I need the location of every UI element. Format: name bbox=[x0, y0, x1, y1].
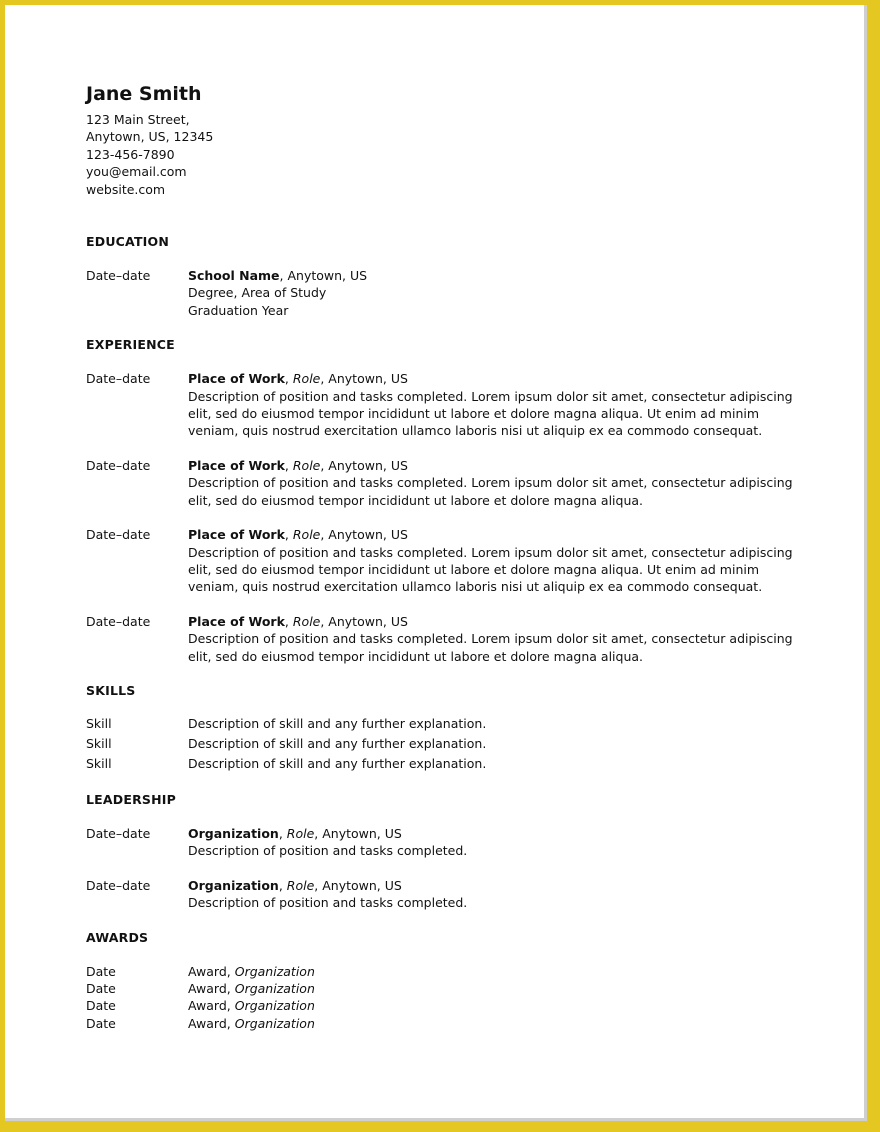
entry-date: Date–date bbox=[86, 825, 151, 841]
section-title-leadership: LEADERSHIP bbox=[86, 791, 176, 807]
role-name: Role bbox=[286, 877, 315, 893]
entry-heading bbox=[188, 267, 806, 284]
entry-location: , Anytown, US bbox=[320, 527, 408, 543]
entry-location: , Anytown, US bbox=[314, 825, 402, 841]
award-row bbox=[86, 1015, 806, 1032]
organization-name: Organization bbox=[188, 877, 279, 893]
award-organization: Organization bbox=[234, 1015, 315, 1031]
award-name: Award, bbox=[188, 963, 235, 979]
entry-heading bbox=[188, 877, 806, 894]
award-name: Award, bbox=[188, 1015, 235, 1031]
skill-description: Description of skill and any further explanation. bbox=[188, 735, 487, 751]
entry-heading bbox=[188, 526, 806, 543]
entry-description: Description of position and tasks completed. bbox=[188, 895, 468, 911]
skills-list bbox=[86, 714, 806, 774]
graduation-year: Graduation Year bbox=[188, 302, 289, 318]
entry-date: Date–date bbox=[86, 877, 151, 893]
entry-description: Description of position and tasks completed. Lorem ipsum dolor sit amet, consectetur adipiscing elit, sed do eiusmod tempor incididunt ut labore et dolore magna aliqua. bbox=[188, 475, 793, 508]
award-date: Date bbox=[86, 963, 116, 979]
entry-description: Description of position and tasks completed. bbox=[188, 843, 468, 859]
leadership-entry bbox=[86, 877, 806, 912]
address-line-2: Anytown, US, 12345 bbox=[86, 129, 214, 145]
person-name: Jane Smith bbox=[86, 83, 202, 105]
award-date: Date bbox=[86, 1015, 116, 1031]
heading-separator: , bbox=[278, 825, 287, 841]
entry-details bbox=[188, 457, 806, 509]
entry-description: Description of position and tasks completed. Lorem ipsum dolor sit amet, consectetur adipiscing elit, sed do eiusmod tempor incididunt ut labore et dolore magna aliqua. Ut enim ad minim veniam, quis nostrud exercitation ullamco laboris nisi ut aliquip ex ea commodo consequat. bbox=[188, 544, 793, 595]
award-details bbox=[188, 1015, 315, 1032]
awards-section bbox=[86, 929, 806, 1033]
award-date: Date bbox=[86, 980, 116, 996]
entry-description: Description of position and tasks completed. Lorem ipsum dolor sit amet, consectetur adipiscing elit, sed do eiusmod tempor incididunt ut labore et dolore magna aliqua. bbox=[188, 631, 793, 664]
entry-location: , Anytown, US bbox=[320, 371, 408, 387]
place-name: Place of Work bbox=[188, 613, 285, 629]
award-row bbox=[86, 963, 806, 980]
entry-description: Description of position and tasks completed. Lorem ipsum dolor sit amet, consectetur adipiscing elit, sed do eiusmod tempor incididunt ut labore et dolore magna aliqua. Ut enim ad minim veniam, quis nostrud exercitation ullamco laboris nisi ut aliquip ex ea commodo consequat. bbox=[188, 388, 793, 439]
education-section bbox=[86, 233, 806, 319]
contact-header bbox=[86, 81, 806, 198]
award-name: Award, bbox=[188, 998, 235, 1014]
award-row bbox=[86, 997, 806, 1014]
address-line-1: 123 Main Street, bbox=[86, 112, 190, 127]
skill-row bbox=[86, 734, 806, 754]
section-title-skills: SKILLS bbox=[86, 682, 136, 698]
experience-entry bbox=[86, 526, 806, 596]
entry-details bbox=[188, 613, 806, 665]
entry-heading bbox=[188, 370, 806, 387]
experience-entry bbox=[86, 613, 806, 665]
section-title-awards: AWARDS bbox=[86, 929, 149, 945]
section-title-experience: EXPERIENCE bbox=[86, 337, 175, 353]
entry-details bbox=[188, 825, 806, 860]
award-details bbox=[188, 963, 315, 980]
skills-section bbox=[86, 682, 806, 774]
entry-heading bbox=[188, 613, 806, 630]
leadership-section bbox=[86, 791, 806, 912]
entry-location: , Anytown, US bbox=[320, 613, 408, 629]
entry-date: Date–date bbox=[86, 457, 151, 473]
heading-separator: , bbox=[284, 457, 293, 473]
skill-description: Description of skill and any further explanation. bbox=[188, 755, 487, 771]
heading-separator: , bbox=[284, 371, 293, 387]
experience-section bbox=[86, 336, 806, 665]
school-location: , Anytown, US bbox=[279, 268, 368, 284]
entry-date: Date–date bbox=[86, 371, 151, 387]
award-name: Award, bbox=[188, 980, 235, 996]
award-organization: Organization bbox=[234, 998, 315, 1014]
award-date: Date bbox=[86, 998, 116, 1014]
entry-date: Date–date bbox=[86, 268, 151, 284]
heading-separator: , bbox=[284, 613, 293, 629]
entry-details bbox=[188, 877, 806, 912]
entry-details bbox=[188, 370, 806, 440]
heading-separator: , bbox=[284, 527, 293, 543]
education-entry bbox=[86, 267, 806, 319]
leadership-entry bbox=[86, 825, 806, 860]
resume-content bbox=[86, 81, 806, 1032]
entry-details bbox=[188, 267, 806, 319]
award-details bbox=[188, 997, 315, 1014]
awards-list bbox=[86, 963, 806, 1033]
entry-details bbox=[188, 526, 806, 596]
email-address: you@email.com bbox=[86, 164, 187, 180]
role-name: Role bbox=[292, 371, 321, 387]
skill-name: Skill bbox=[86, 715, 112, 731]
place-name: Place of Work bbox=[188, 371, 285, 387]
skill-description: Description of skill and any further explanation. bbox=[188, 715, 487, 731]
award-organization: Organization bbox=[234, 963, 315, 979]
organization-name: Organization bbox=[188, 825, 279, 841]
section-title-education: EDUCATION bbox=[86, 234, 170, 250]
role-name: Role bbox=[292, 527, 321, 543]
skill-row bbox=[86, 714, 806, 734]
place-name: Place of Work bbox=[188, 527, 285, 543]
skill-row bbox=[86, 754, 806, 774]
entry-heading bbox=[188, 457, 806, 474]
entry-date: Date–date bbox=[86, 613, 151, 629]
experience-entry bbox=[86, 370, 806, 440]
resume-page bbox=[5, 5, 867, 1121]
entry-location: , Anytown, US bbox=[320, 457, 408, 473]
school-name: School Name bbox=[188, 268, 280, 284]
skill-name: Skill bbox=[86, 735, 112, 751]
experience-entry bbox=[86, 457, 806, 509]
award-organization: Organization bbox=[234, 980, 315, 996]
award-details bbox=[188, 980, 315, 997]
role-name: Role bbox=[292, 613, 321, 629]
award-row bbox=[86, 980, 806, 997]
degree-text: Degree, Area of Study bbox=[188, 285, 327, 301]
website-address: website.com bbox=[86, 181, 166, 197]
role-name: Role bbox=[286, 825, 315, 841]
entry-heading bbox=[188, 825, 806, 842]
place-name: Place of Work bbox=[188, 457, 285, 473]
entry-location: , Anytown, US bbox=[314, 877, 402, 893]
skill-name: Skill bbox=[86, 755, 112, 771]
phone-number: 123-456-7890 bbox=[86, 146, 175, 162]
role-name: Role bbox=[292, 457, 321, 473]
heading-separator: , bbox=[278, 877, 287, 893]
entry-date: Date–date bbox=[86, 527, 151, 543]
